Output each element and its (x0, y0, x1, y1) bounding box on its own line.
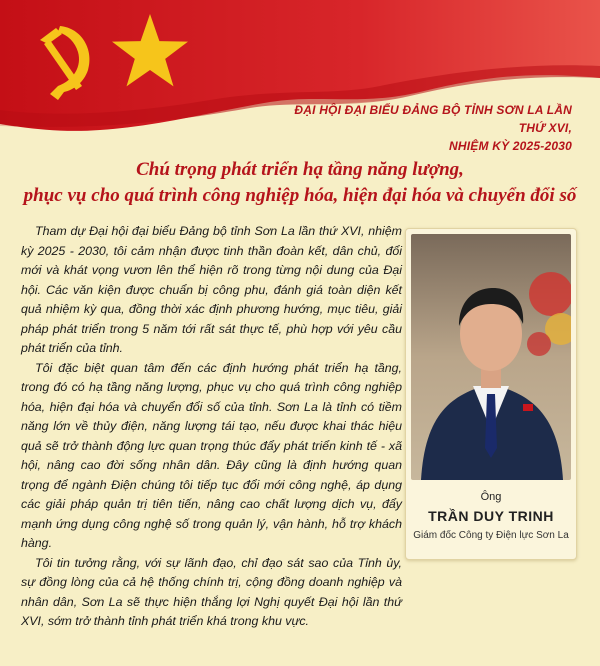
article-paragraph-1: Tham dự Đại hội đại biểu Đảng bộ tỉnh Sơn La lần thứ XVI, nhiệm kỳ 2025 - 2030, tôi cảm nhận được tinh thần đoàn kết, dân chủ, đổi mới và khát vọng vươn lên thể hiện rõ trong từng nội dung của Đại hội. Các văn kiện được chuẩn bị công phu, đánh giá toàn diện kết quả nhiệm kỳ qua, đồng thời xác định phương hướng, mục tiêu, giải pháp phát triển trong 5 năm tới rất sát thực tế, phù hợp với yêu cầu phát triển của tỉnh. (21, 224, 402, 355)
event-title-line2: NHIỆM KỲ 2025-2030 (449, 139, 572, 153)
article-paragraph-2: Tôi đặc biệt quan tâm đến các định hướng phát triển hạ tầng, trong đó có hạ tầng năng lượng, phục vụ cho quá trình công nghiệp hóa, hiện đại hóa và chuyển đổi số của tỉnh. Sơn La là tỉnh có tiềm năng lớn về thủy điện, năng lượng tái tạo, nếu được khai thác hiệu quả sẽ trở thành động lực quan trọng thúc đẩy phát triển kinh tế - xã hội, nâng cao đời sống nhân dân. Đây cũng là định hướng quan trọng để ngành Điện chúng tôi tiếp tục đổi mới công nghệ, áp dụng các giải pháp quản trị tiên tiến, nâng cao chất lượng dịch vụ, đẩy mạnh ứng dụng công nghệ số trong quản lý, vận hành, hỗ trợ khách hàng. (21, 360, 402, 550)
headline-line2: phục vụ cho quá trình công nghiệp hóa, hiện đại hóa và chuyển đổi số (23, 185, 577, 206)
article-headline (20, 157, 580, 209)
profile-role: Giám đốc Công ty Điện lực Sơn La (413, 530, 569, 541)
headline-line1: Chú trọng phát triển hạ tầng năng lượng, (136, 159, 464, 180)
profile-name: TRẦN DUY TRINH (428, 508, 554, 524)
portrait-photo (411, 234, 571, 480)
profile-honorific: Ông (480, 491, 502, 503)
event-title-line1: ĐẠI HỘI ĐẠI BIỂU ĐẢNG BỘ TỈNH SƠN LA LẦN THỨ XVI, (294, 103, 572, 135)
article-body (21, 222, 402, 654)
article-paragraph-3: Tôi tin tưởng rằng, với sự lãnh đạo, chỉ đạo sát sao của Tỉnh ủy, sự đồng lòng của cả hệ thống chính trị, cộng đồng doanh nghiệp và nhân dân, Sơn La sẽ thực hiện thắng lợi Nghị quyết Đại hội lần thứ XVI, sớm trở thành tỉnh phát triển khá trong khu vực. (21, 555, 402, 628)
event-title (272, 101, 572, 155)
profile-card (405, 228, 577, 560)
